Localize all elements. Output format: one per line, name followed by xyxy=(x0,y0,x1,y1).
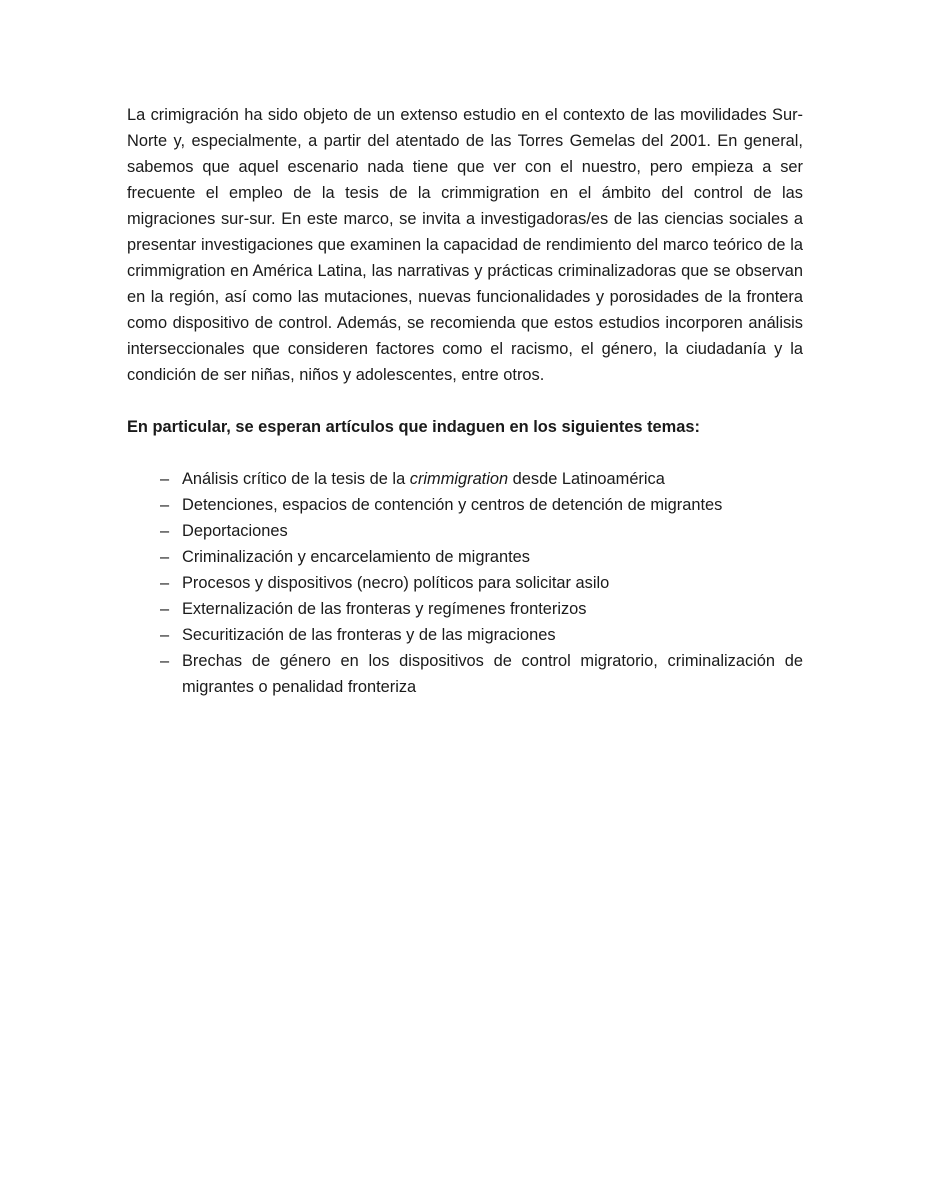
topic-text: Securitización de las fronteras y de las migraciones xyxy=(182,626,556,644)
list-item xyxy=(127,648,803,700)
dash-bullet: – xyxy=(160,652,170,670)
list-item xyxy=(127,492,803,518)
dash-bullet: – xyxy=(160,574,170,592)
topic-text: Brechas de género en los dispositivos de control migratorio, criminalización de migrantes o penalidad fronteriza xyxy=(182,652,803,696)
dash-bullet: – xyxy=(160,600,170,618)
topic-text-end: desde Latinoamérica xyxy=(508,470,665,488)
dash-bullet: – xyxy=(160,470,170,488)
list-item xyxy=(127,622,803,648)
dash-bullet: – xyxy=(160,626,170,644)
topic-text: Criminalización y encarcelamiento de migrantes xyxy=(182,548,530,566)
list-item xyxy=(127,466,803,492)
topics-list xyxy=(127,466,803,700)
topic-emphasis: crimmigration xyxy=(409,470,509,488)
topic-text: Análisis crítico de la tesis de la xyxy=(182,470,410,488)
intro-paragraph: La crimigración ha sido objeto de un extenso estudio en el contexto de las movilidades Sur-Norte y, especialmente, a partir del atentado de las Torres Gemelas del 2001. En general, sabemos que aquel escenario nada tiene que ver con el nuestro, pero empieza a ser frecuente el empleo de la tesis de la crimmigration en el ámbito del control de las migraciones sur-sur. En este marco, se invita a investigadoras/es de las ciencias sociales a presentar investigaciones que examinen la capacidad de rendimiento del marco teórico de la crimmigration en América Latina, las narrativas y prácticas criminalizadoras que se observan en la región, así como las mutaciones, nuevas funcionalidades y porosidades de la frontera como dispositivo de control. Además, se recomienda que estos estudios incorporen análisis interseccionales que consideren factores como el racismo, el género, la ciudadanía y la condición de ser niñas, niños y adolescentes, entre otros. xyxy=(127,106,803,384)
list-item xyxy=(127,544,803,570)
topic-text: Externalización de las fronteras y regímenes fronterizos xyxy=(182,600,587,618)
dash-bullet: – xyxy=(160,548,170,566)
topics-heading: En particular, se esperan artículos que indaguen en los siguientes temas: xyxy=(127,418,700,436)
list-item xyxy=(127,518,803,544)
list-item xyxy=(127,596,803,622)
topic-text: Detenciones, espacios de contención y centros de detención de migrantes xyxy=(182,496,723,514)
topic-text: Deportaciones xyxy=(182,522,288,540)
dash-bullet: – xyxy=(160,522,170,540)
dash-bullet: – xyxy=(160,496,170,514)
topic-text: Procesos y dispositivos (necro) políticos para solicitar asilo xyxy=(182,574,610,592)
document-body xyxy=(127,102,803,700)
list-item xyxy=(127,570,803,596)
